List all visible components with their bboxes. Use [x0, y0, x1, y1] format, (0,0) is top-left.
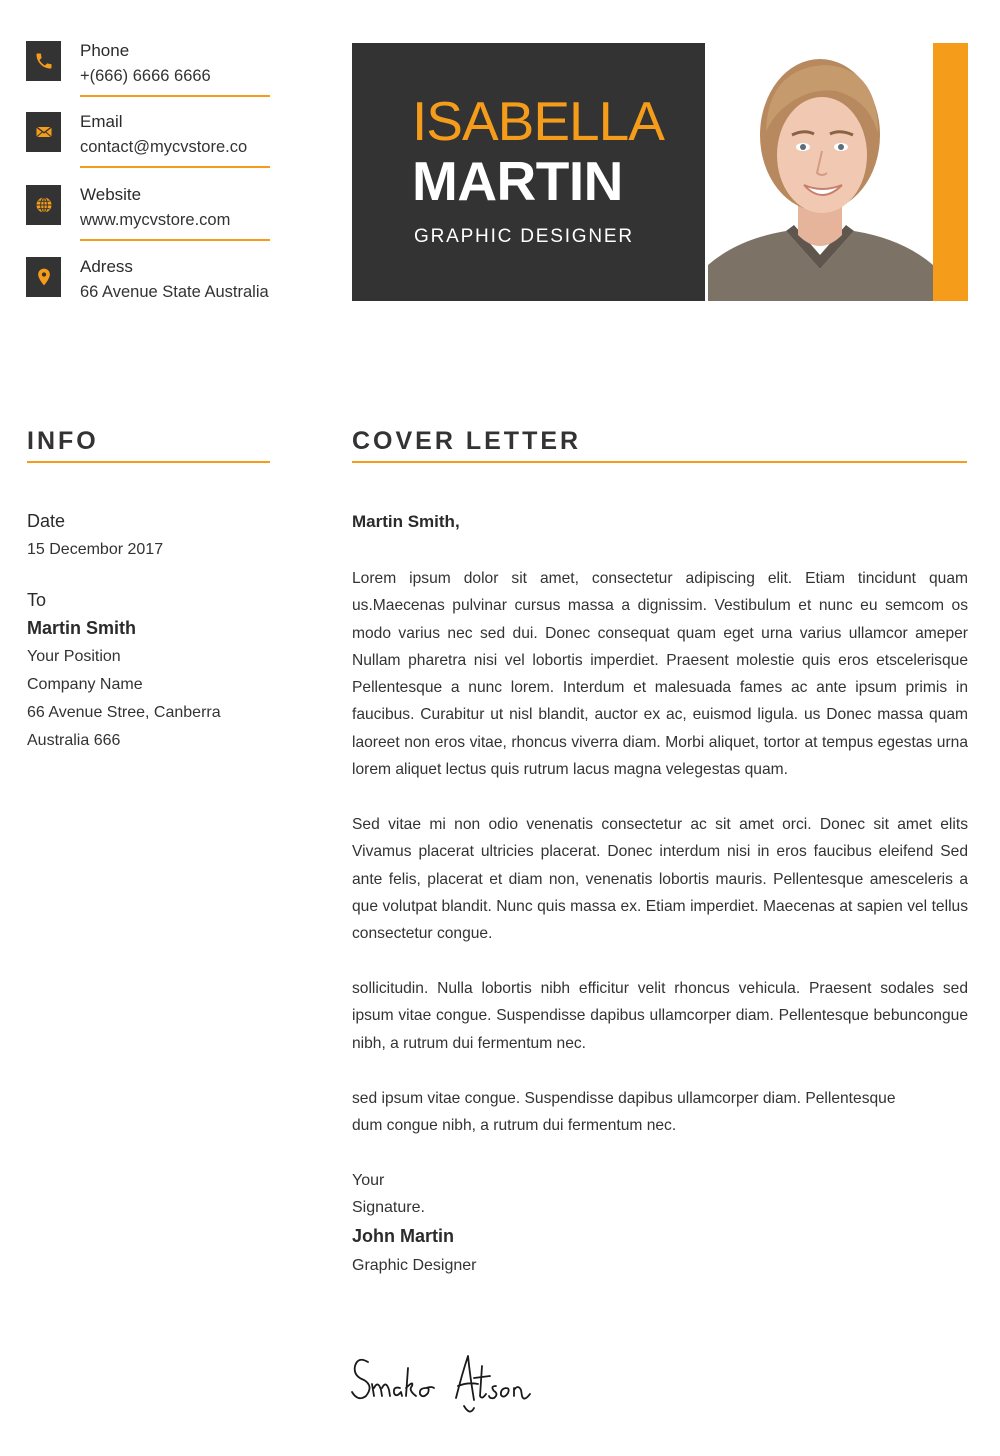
- address-value: 66 Avenue State Australia: [80, 283, 269, 301]
- recipient-country: Australia 666: [27, 732, 121, 749]
- divider: [80, 239, 270, 241]
- location-pin-icon: [26, 257, 61, 297]
- salutation: Martin Smith,: [352, 512, 460, 531]
- date-value: 15 Decembor 2017: [27, 541, 164, 558]
- email-value: contact@mycvstore.co: [80, 138, 248, 156]
- cover-letter-heading: COVER LETTER: [352, 427, 582, 455]
- info-heading-rule: [27, 461, 270, 463]
- handwritten-signature: [346, 1346, 536, 1418]
- letter-paragraph: sollicitudin. Nulla lobortis nibh efficitur velit rhoncus vehicula. Praesent sodales sed ipsum vitae congue. Suspendisse dapibus ullamcorper diam. Pellentesque bebuncongue nibh, a rutrum dui fermentum nec.: [352, 980, 968, 1052]
- contact-label: Phone: [80, 41, 130, 60]
- envelope-icon: [26, 112, 61, 152]
- sender-title: Graphic Designer: [352, 1257, 477, 1274]
- date-label: Date: [27, 511, 66, 531]
- contact-label: Website: [80, 185, 142, 204]
- letter-paragraph: Lorem ipsum dolor sit amet, consectetur adipiscing elit. Etiam tincidunt quam us.Maecenas pulvinar cursus massa a dignissim. Vestibulum et nunc eu semcom os modo varius nec sed dui. Donec consequat quam eget urna varius ullamcor ameper Nullam pharetra nisi vel lobortis imperdiet. Praesent molestie quis eros etscelerisque Pellentesque a nunc lorem. Interdum et malesuada fames ac ante ipsum primis in faucibus. Curabitur ut nisl blandit, auctor ex ac, euismod ligula. us Donec massa quam laoreet non eros vitae, rhoncus viverra diam. Morbi aliquet, tortor at tempus egestas urna lorem aliquet lectus quis rutrum lacus magna velegestas quam.: [352, 570, 968, 779]
- profile-photo: [708, 43, 933, 301]
- accent-bar: [933, 43, 968, 301]
- divider: [80, 95, 270, 97]
- recipient-company: Company Name: [27, 676, 143, 693]
- cover-letter-heading-rule: [352, 461, 967, 463]
- info-heading: INFO: [27, 427, 99, 455]
- job-title: GRAPHIC DESIGNER: [414, 226, 634, 247]
- letter-paragraph: sed ipsum vitae congue. Suspendisse dapibus ullamcorper diam. Pellentesque dum congue nibh, a rutrum dui fermentum nec.: [352, 1090, 896, 1135]
- phone-icon: [26, 41, 61, 81]
- closing-line: Signature.: [352, 1199, 425, 1216]
- phone-value: +(666) 6666 6666: [80, 67, 211, 85]
- name-banner: [352, 43, 705, 301]
- website-value: www.mycvstore.com: [80, 211, 231, 229]
- to-label: To: [27, 590, 47, 610]
- globe-icon: [26, 185, 61, 225]
- divider: [80, 166, 270, 168]
- contact-label: Email: [80, 112, 123, 131]
- sender-name: John Martin: [352, 1226, 454, 1246]
- contact-label: Adress: [80, 257, 133, 276]
- letter-paragraph: Sed vitae mi non odio venenatis consectetur ac sit amet orci. Donec sit amet elits Vivamus placerat ultricies placerat. Donec interdum nisi in eros faucibus eleifend Sed ante felis, placerat et diam non, venenatis lobortis mauris. Pellentesque amesceleris a que volutpat blandit. Nunc quis massa ex. Etiam imperdiet. Maecenas at sapien vel tellus consectetur congue.: [352, 816, 968, 943]
- recipient-name: Martin Smith: [27, 618, 137, 638]
- recipient-position: Your Position: [27, 648, 121, 665]
- recipient-street: 66 Avenue Stree, Canberra: [27, 704, 221, 721]
- first-name: ISABELLA: [412, 90, 664, 152]
- last-name: MARTIN: [412, 150, 623, 212]
- closing-line: Your: [352, 1172, 385, 1189]
